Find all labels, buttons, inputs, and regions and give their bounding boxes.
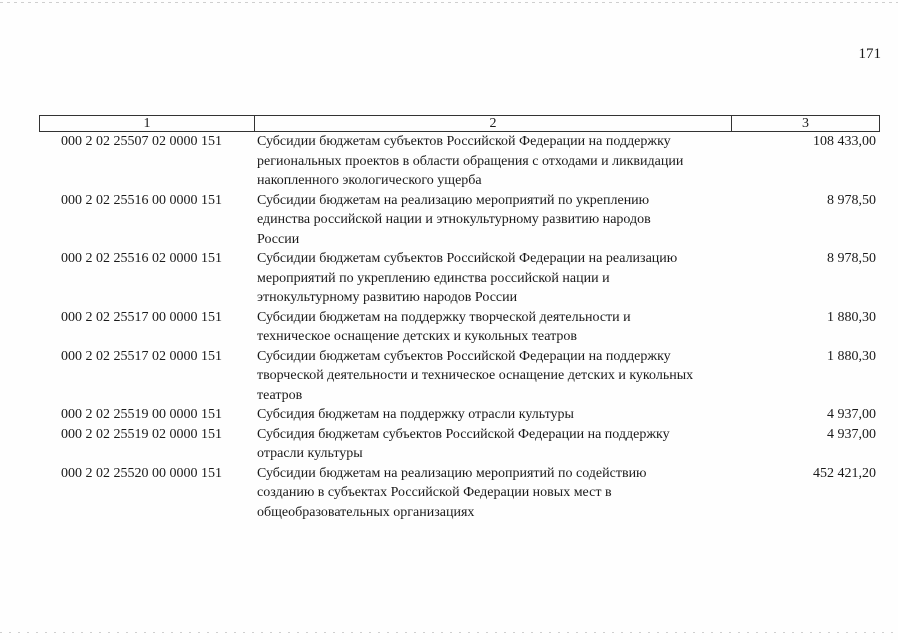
- row-description: [254, 308, 728, 347]
- amount: 4 937,00: [827, 407, 876, 422]
- description-line: техническое оснащение детских и кукольных театров: [257, 329, 578, 344]
- table-row: [39, 347, 879, 406]
- scan-edge-bottom: [0, 632, 898, 633]
- amount: 1 880,30: [827, 309, 876, 325]
- description-line: Субсидия бюджетам на поддержку отрасли культуры: [257, 407, 574, 422]
- description-line: этнокультурному развитию народов России: [257, 290, 518, 305]
- row-description: [254, 464, 728, 523]
- amount: 452 421,20: [813, 465, 876, 481]
- description-line: Субсидии бюджетам на реализацию мероприятий по укреплению: [257, 192, 650, 208]
- description-line: общеобразовательных организациях: [257, 504, 475, 520]
- amount: 8 978,50: [827, 251, 876, 266]
- description-line: Субсидии бюджетам субъектов Российской Федерации на реализацию: [257, 251, 678, 266]
- description-line: Субсидия бюджетам субъектов Российской Федерации на поддержку: [257, 426, 670, 442]
- description-line: творческой деятельности и техническое оснащение детских и кукольных: [257, 368, 694, 383]
- budget-code: 000 2 02 25517 02 0000 151: [61, 348, 222, 364]
- budget-code: 000 2 02 25507 02 0000 151: [61, 134, 222, 149]
- description-line: отрасли культуры: [257, 446, 363, 461]
- column-header-row: [40, 116, 880, 132]
- budget-code: 000 2 02 25517 00 0000 151: [61, 309, 222, 325]
- budget-rows: [39, 132, 879, 522]
- description-line: созданию в субъектах Российской Федерации новых мест в: [257, 485, 612, 500]
- description-line: Субсидии бюджетам на поддержку творческой деятельности и: [257, 309, 631, 325]
- page-number: 171: [858, 46, 881, 62]
- description-line: накопленного экологического ущерба: [257, 173, 482, 188]
- table-row: [39, 308, 879, 347]
- table-row: [39, 191, 879, 250]
- row-description: [254, 425, 728, 464]
- row-description: [254, 191, 728, 250]
- amount: 1 880,30: [827, 348, 876, 364]
- table-row: [39, 249, 879, 308]
- row-description: [254, 249, 728, 308]
- row-description: [254, 132, 728, 191]
- description-line: России: [257, 231, 300, 247]
- row-description: [254, 405, 728, 425]
- budget-code: 000 2 02 25516 00 0000 151: [61, 192, 222, 208]
- description-line: Субсидии бюджетам субъектов Российской Федерации на поддержку: [257, 134, 671, 149]
- description-line: мероприятий по укреплению единства российской нации и: [257, 270, 610, 286]
- table-row: [39, 425, 879, 464]
- table-row: [39, 405, 879, 425]
- budget-code: 000 2 02 25516 02 0000 151: [61, 251, 222, 266]
- column-header-1: 1: [40, 116, 255, 132]
- budget-code: 000 2 02 25519 02 0000 151: [61, 426, 222, 442]
- amount: 8 978,50: [827, 192, 876, 208]
- description-line: театров: [257, 387, 303, 403]
- column-header-table: [39, 115, 880, 132]
- description-line: региональных проектов в области обращения с отходами и ликвидации: [257, 153, 684, 169]
- row-description: [254, 347, 728, 406]
- amount: 4 937,00: [827, 426, 876, 442]
- column-header-3: 3: [732, 116, 880, 132]
- budget-code: 000 2 02 25520 00 0000 151: [61, 465, 222, 481]
- table-row: [39, 464, 879, 523]
- table-row: [39, 132, 879, 191]
- amount: 108 433,00: [813, 134, 876, 149]
- description-line: Субсидии бюджетам субъектов Российской Федерации на поддержку: [257, 348, 671, 364]
- column-header-2: 2: [255, 116, 732, 132]
- scan-edge-top: [0, 2, 898, 3]
- description-line: Субсидии бюджетам на реализацию мероприятий по содействию: [257, 465, 647, 481]
- description-line: единства российской нации и этнокультурному развитию народов: [257, 212, 651, 227]
- budget-code: 000 2 02 25519 00 0000 151: [61, 407, 222, 422]
